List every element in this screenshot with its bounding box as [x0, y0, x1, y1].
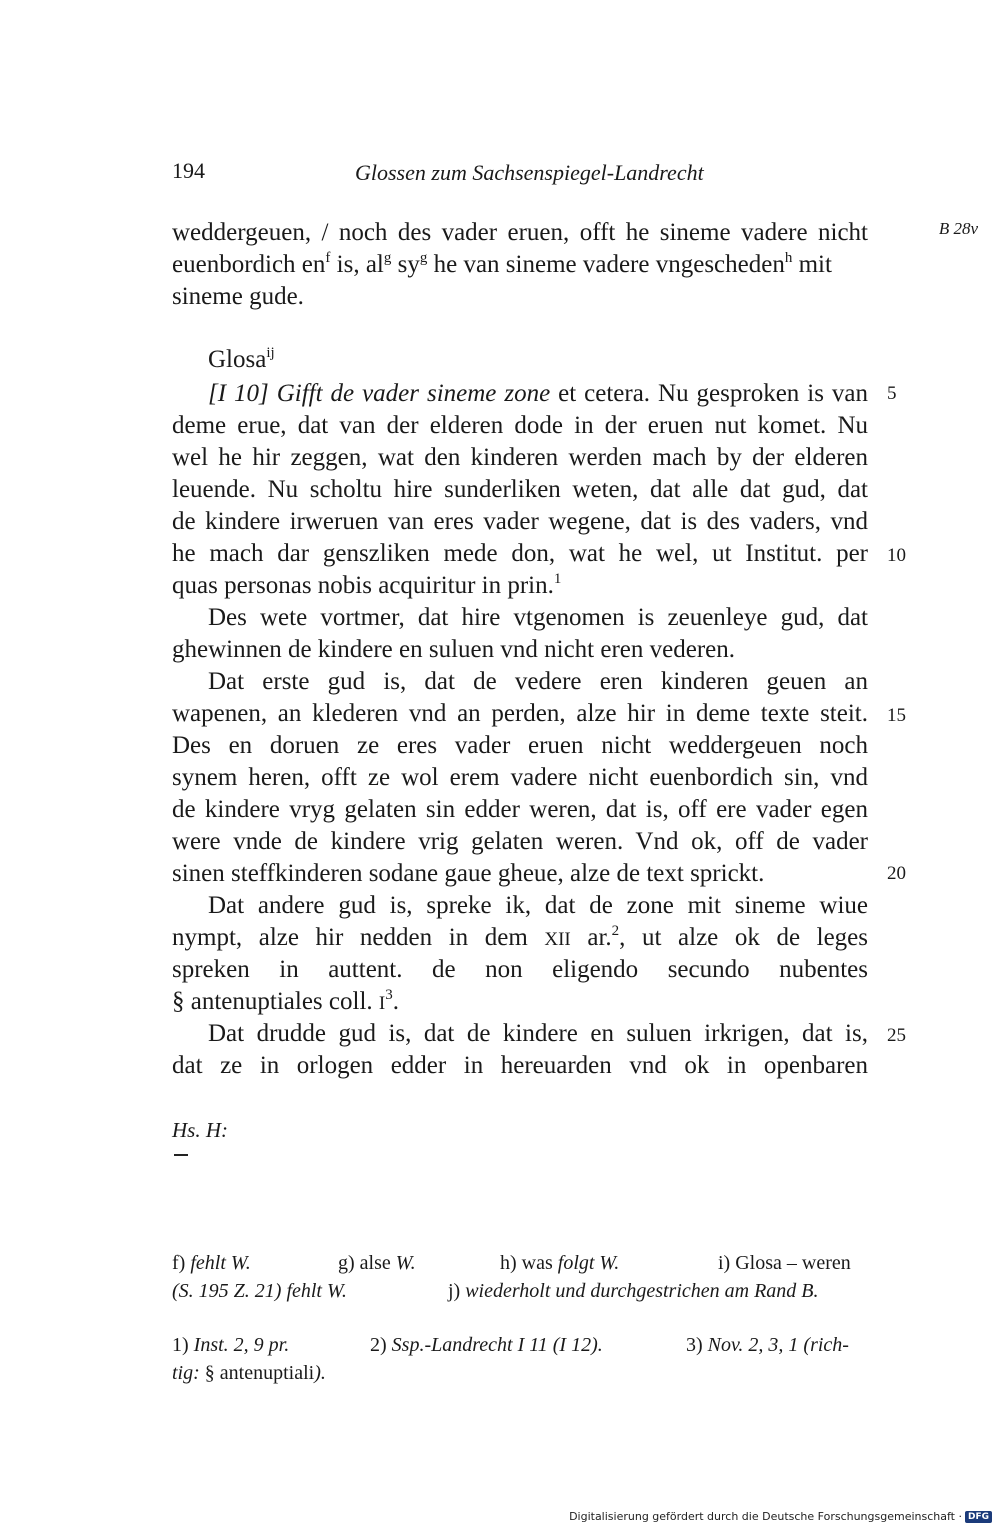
glosa-heading: Glosa$^{ij}$ [208, 345, 275, 373]
line-number-20: 20 [887, 863, 906, 884]
footnote-1: 1) Inst. 2, 9 pr. [172, 1334, 290, 1356]
text-line-4: [I 10] Gifft de vader sineme zone et cetera. Nu gesproken is van [208, 380, 868, 407]
text-line-19: sinen steffkinderen sodane gaue gheue, alze de text sprickt. [172, 860, 765, 887]
text-line-10: quas personas nobis acquiritur in prin.$^1$ [172, 571, 562, 599]
text-line-16: synem heren, offt ze wol erem vadere nicht euenbordich sin, vnd [172, 764, 868, 791]
margin-note: B 28v [938, 219, 978, 238]
apparatus-h: h) was folgt W. [500, 1252, 620, 1274]
text-line-2: euenbordich $en^f$ is, $al^g$ $sy^g$ he van sineme vadere vngescheden$^h$ mit [172, 250, 832, 278]
text-line-7: leuende. Nu scholtu hire sunderliken weten, dat alle dat gud, dat [172, 476, 868, 503]
text-line-21: nympt, alze hir nedden in dem XII ar.$^2$, ut alze ok de leges [172, 923, 868, 951]
text-line-9: he mach dar genszliken mede don, wat he wel, ut Institut. per [172, 540, 868, 567]
apparatus-g: g) alse W. [338, 1252, 416, 1274]
footnote-2: 2) Ssp.-Landrecht I 11 (I 12). [370, 1334, 603, 1356]
line-number-25: 25 [887, 1025, 906, 1046]
text-line-20: Dat andere gud is, spreke ik, dat de zone mit sineme wiue [208, 892, 868, 919]
text-line-1: weddergeuen, / noch des vader eruen, offt he sineme vadere nicht [172, 219, 868, 246]
page-number: 194 [172, 158, 205, 183]
text-line-18: were vnde de kindere vrig gelaten weren. Vnd ok, off de vader [172, 828, 868, 855]
apparatus-i: i) Glosa – weren [718, 1252, 851, 1274]
text-line-13: Dat erste gud is, dat de vedere eren kinderen geuen an [208, 668, 868, 695]
apparatus-i-cont: (S. 195 Z. 21) fehlt W. [172, 1280, 347, 1302]
footer-text: Digitalisierung gefördert durch die Deutsche Forschungsgemeinschaft · [569, 1510, 962, 1523]
footnote-3-cont: tig: § antenuptiali). [172, 1362, 326, 1384]
manuscript-label: Hs. H: [172, 1118, 228, 1142]
funding-footer [569, 1510, 992, 1523]
text-line-15: Des en doruen ze eres vader eruen nicht weddergeuen noch [172, 732, 868, 759]
text-line-22: spreken in auttent. de non eligendo secundo nubentes [172, 956, 868, 983]
text-line-6: wel he hir zeggen, wat den kinderen werden mach by der elderen [172, 444, 868, 471]
divider [174, 1154, 188, 1156]
text-line-8: de kindere irweruen van eres vader wegene, dat is des vaders, vnd [172, 508, 868, 535]
footnote-3: 3) Nov. 2, 3, 1 (rich- [686, 1334, 849, 1356]
text-line-25: dat ze in orlogen edder in hereuarden vnd ok in openbaren [172, 1052, 868, 1079]
apparatus-f: f) fehlt W. [172, 1252, 251, 1274]
line-number-5: 5 [887, 383, 897, 404]
line-number-15: 15 [887, 705, 906, 726]
line-number-10: 10 [887, 545, 906, 566]
text-line-11: Des wete vortmer, dat hire vtgenomen is zeuenleye gud, dat [208, 604, 868, 631]
running-head: Glossen zum Sachsenspiegel-Landrecht [355, 160, 704, 185]
text-line-5: deme erue, dat van der elderen dode in der eruen nut komet. Nu [172, 412, 868, 439]
text-line-24: Dat drudde gud is, dat de kindere en suluen irkrigen, dat is, [208, 1020, 868, 1047]
text-line-14: wapenen, an klederen vnd an perden, alze hir in deme texte steit. [172, 700, 868, 727]
apparatus-j: j) wiederholt und durchgestrichen am Rand B. [448, 1280, 819, 1302]
dfg-logo: DFG [965, 1511, 992, 1523]
text-line-17: de kindere vryg gelaten sin edder weren, dat is, off ere vader egen [172, 796, 868, 823]
text-line-3: sineme gude. [172, 283, 304, 310]
text-line-12: ghewinnen de kindere en suluen vnd nicht eren vederen. [172, 636, 735, 663]
text-line-23: § antenuptiales coll. $I^3$. [172, 987, 399, 1015]
